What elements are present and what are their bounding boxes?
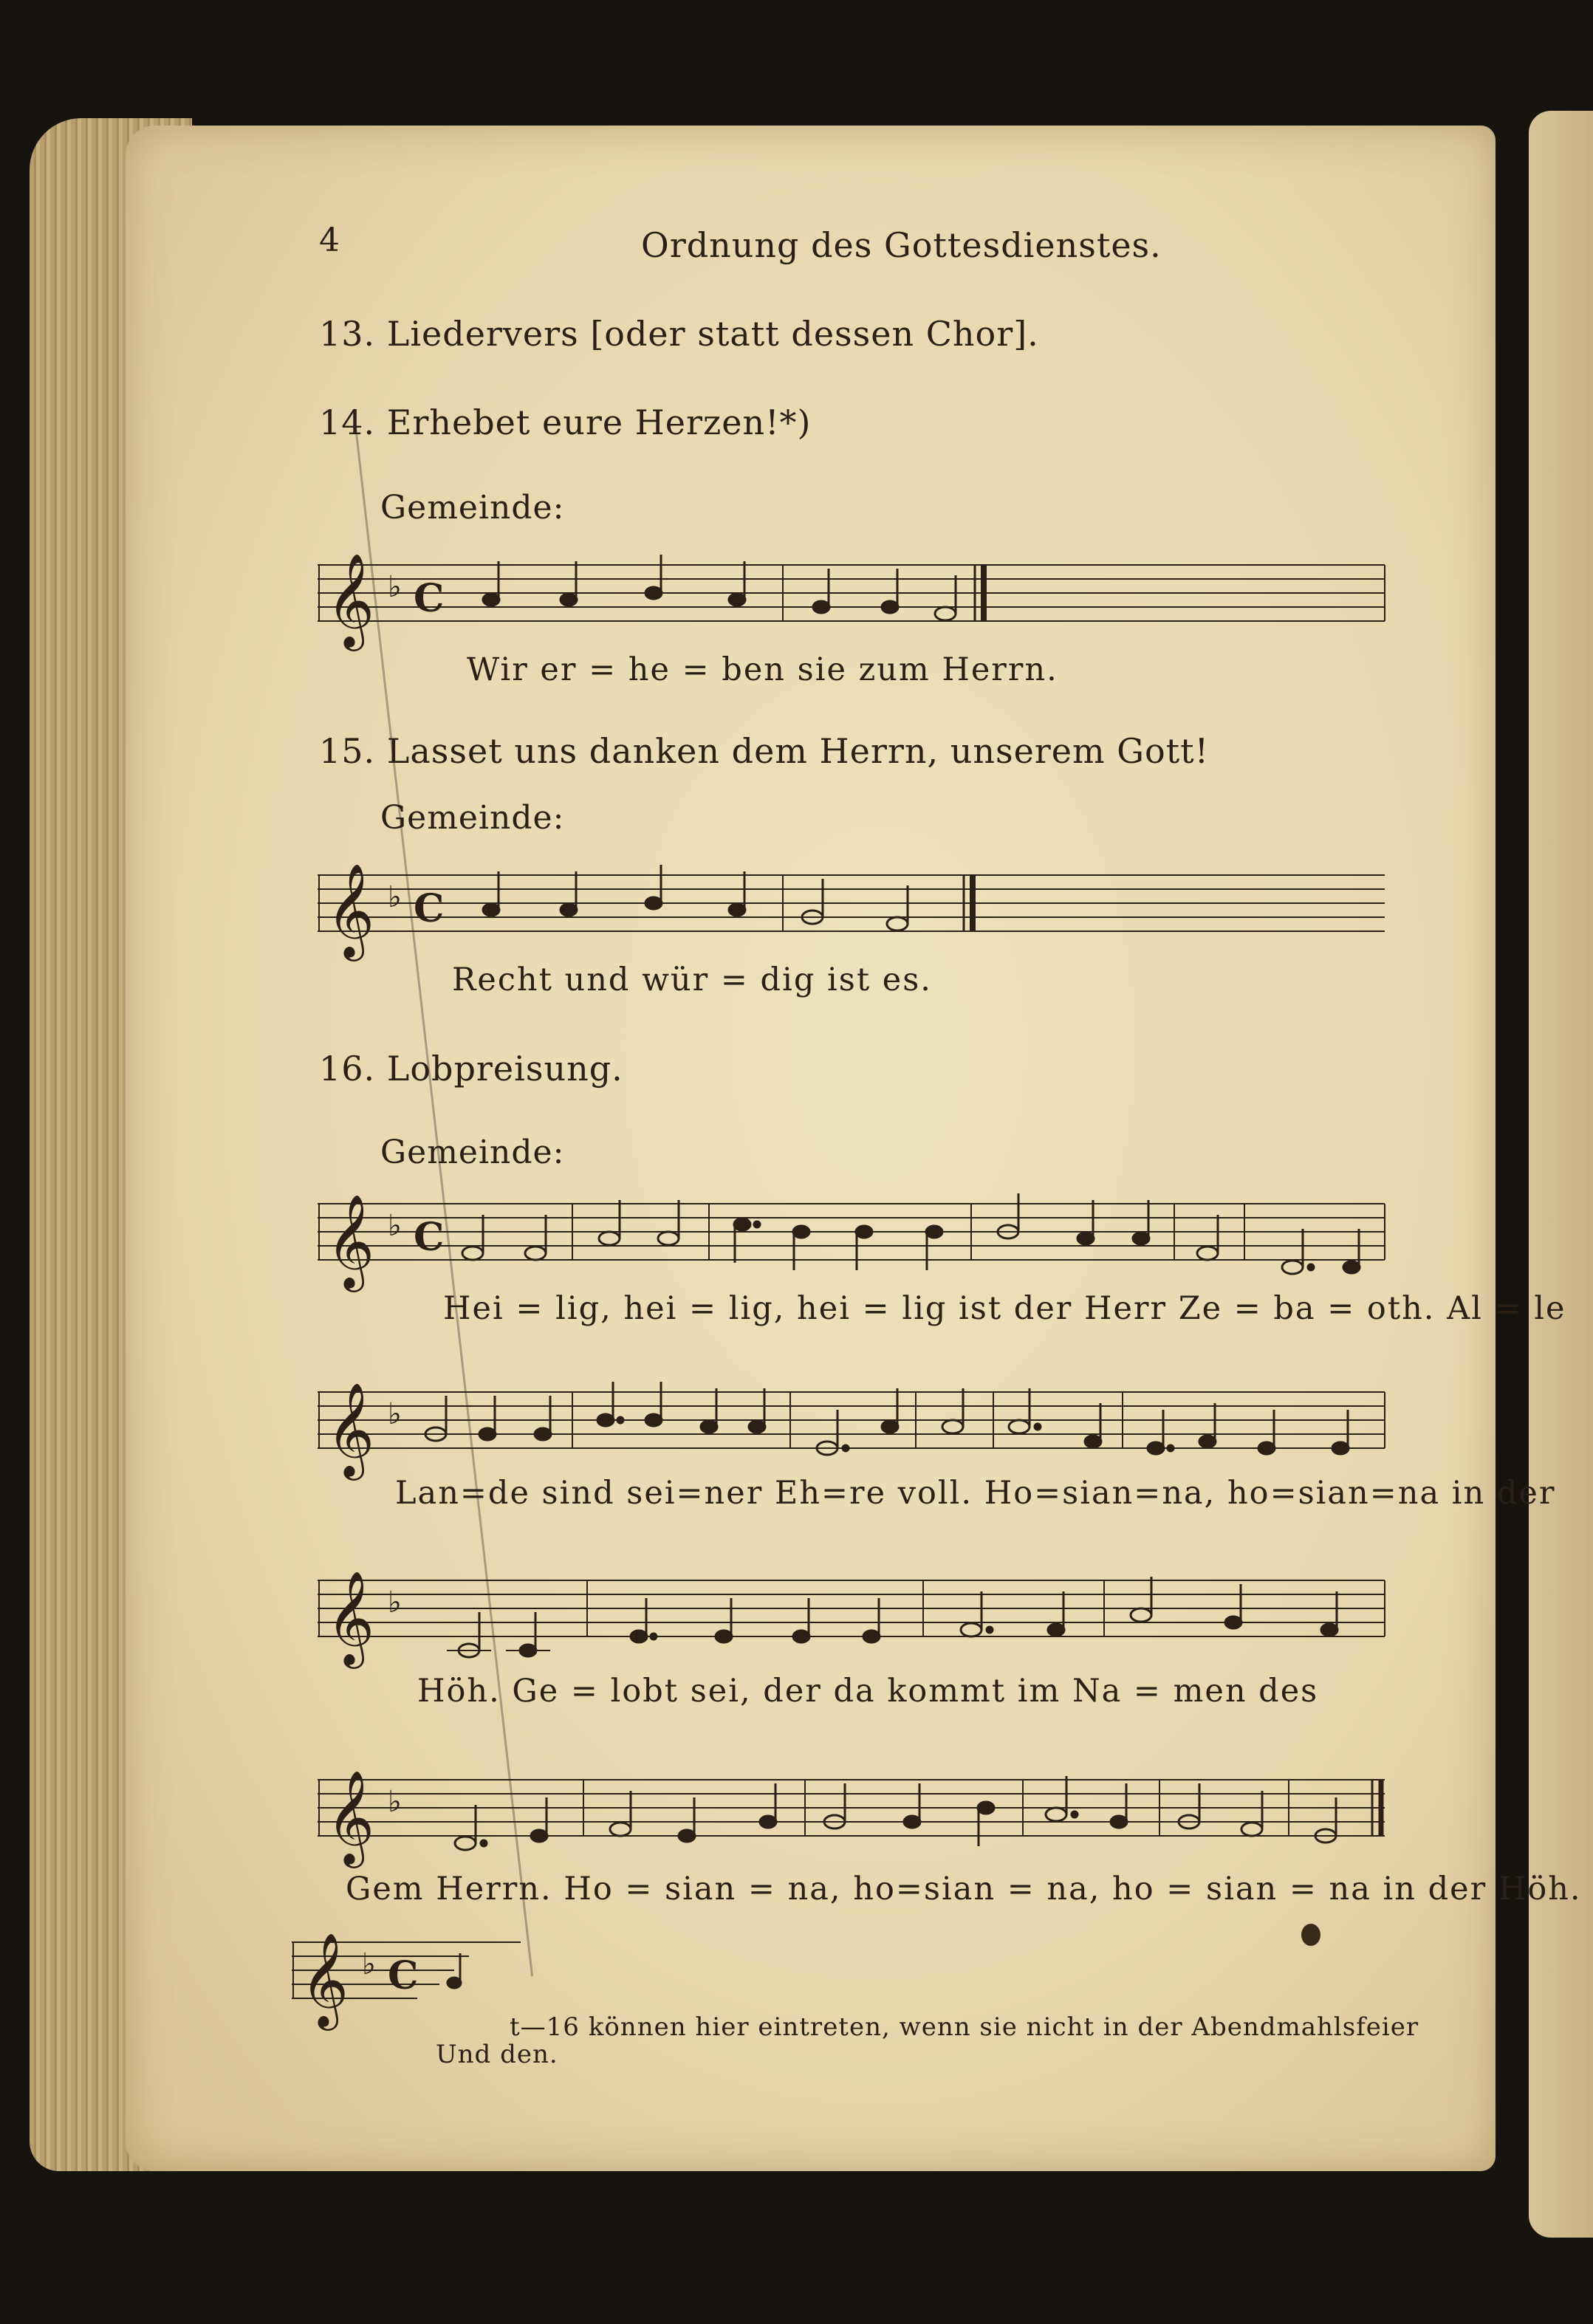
staff-16-line-1 xyxy=(310,1182,1396,1300)
staff-15 xyxy=(310,842,1396,967)
svg-text:C: C xyxy=(388,1953,419,1998)
lyrics-15: Recht und wür = dig ist es. xyxy=(452,962,932,998)
ink-stain xyxy=(1301,1924,1320,1946)
lyrics-16-line-4: Gem Herrn. Ho = sian = na, ho=sian = na, ho = sian = na in der Höh. xyxy=(346,1871,1582,1907)
footnote-line-2: Und den. xyxy=(436,2040,558,2069)
item-number: 13. xyxy=(319,314,376,354)
svg-text:𝄞: 𝄞 xyxy=(326,1769,375,1864)
footnote-line-1: t—16 können hier eintreten, wenn sie nicht in der Abendmahlsfeier xyxy=(510,2012,1419,2042)
item-text: Lasset uns danken dem Herrn, unserem Gott! xyxy=(386,731,1210,771)
svg-text:♭: ♭ xyxy=(388,880,402,914)
svg-text:♭: ♭ xyxy=(388,570,402,604)
svg-text:𝄞: 𝄞 xyxy=(326,1193,375,1288)
gemeinde-label: Gemeinde: xyxy=(380,1134,565,1171)
item-number: 14. xyxy=(319,402,376,442)
svg-text:♭: ♭ xyxy=(388,1397,402,1431)
item-number: 15. xyxy=(319,731,376,771)
svg-text:𝄞: 𝄞 xyxy=(326,552,375,647)
svg-text:♭: ♭ xyxy=(362,1947,376,1981)
item-text: Liedervers [oder statt dessen Chor]. xyxy=(386,314,1039,354)
item-text: Erhebet eure Herzen!*) xyxy=(386,402,812,442)
item-15 xyxy=(319,731,1209,771)
svg-text:C: C xyxy=(414,886,445,931)
svg-text:C: C xyxy=(414,1215,445,1260)
svg-text:𝄞: 𝄞 xyxy=(326,1382,375,1476)
item-16 xyxy=(319,1049,623,1089)
staff-16-line-2 xyxy=(310,1370,1396,1488)
item-number: 16. xyxy=(319,1049,376,1089)
lyrics-16-line-1: Hei = lig, hei = lig, hei = lig ist der Herr Ze = ba = oth. Al = le xyxy=(443,1290,1566,1327)
facing-page-edge xyxy=(1529,111,1593,2238)
svg-text:♭: ♭ xyxy=(388,1785,402,1819)
staff-16-line-4 xyxy=(310,1758,1396,1876)
svg-text:𝄞: 𝄞 xyxy=(326,1570,375,1665)
staff-16-line-3 xyxy=(310,1558,1396,1684)
gemeinde-label: Gemeinde: xyxy=(380,799,565,837)
svg-text:C: C xyxy=(414,576,445,621)
item-13 xyxy=(319,314,1039,354)
svg-text:♭: ♭ xyxy=(388,1586,402,1619)
svg-text:𝄞: 𝄞 xyxy=(326,863,375,957)
page-number: 4 xyxy=(319,222,340,259)
gemeinde-label: Gemeinde: xyxy=(380,489,565,527)
staff-14 xyxy=(310,532,1396,657)
lyrics-16-line-3: Höh. Ge = lobt sei, der da kommt im Na = men des xyxy=(417,1673,1319,1710)
svg-text:𝄞: 𝄞 xyxy=(301,1932,349,2026)
lyrics-14: Wir er = he = ben sie zum Herrn. xyxy=(467,651,1058,688)
svg-text:♭: ♭ xyxy=(388,1209,402,1243)
item-text: Lobpreisung. xyxy=(386,1049,623,1089)
stray-staff-fragment xyxy=(284,1920,535,2031)
running-head: Ordnung des Gottesdienstes. xyxy=(641,225,1162,265)
lyrics-16-line-2: Lan=de sind sei=ner Eh=re voll. Ho=sian=na, ho=sian=na in der xyxy=(395,1475,1556,1512)
item-14 xyxy=(319,402,812,442)
